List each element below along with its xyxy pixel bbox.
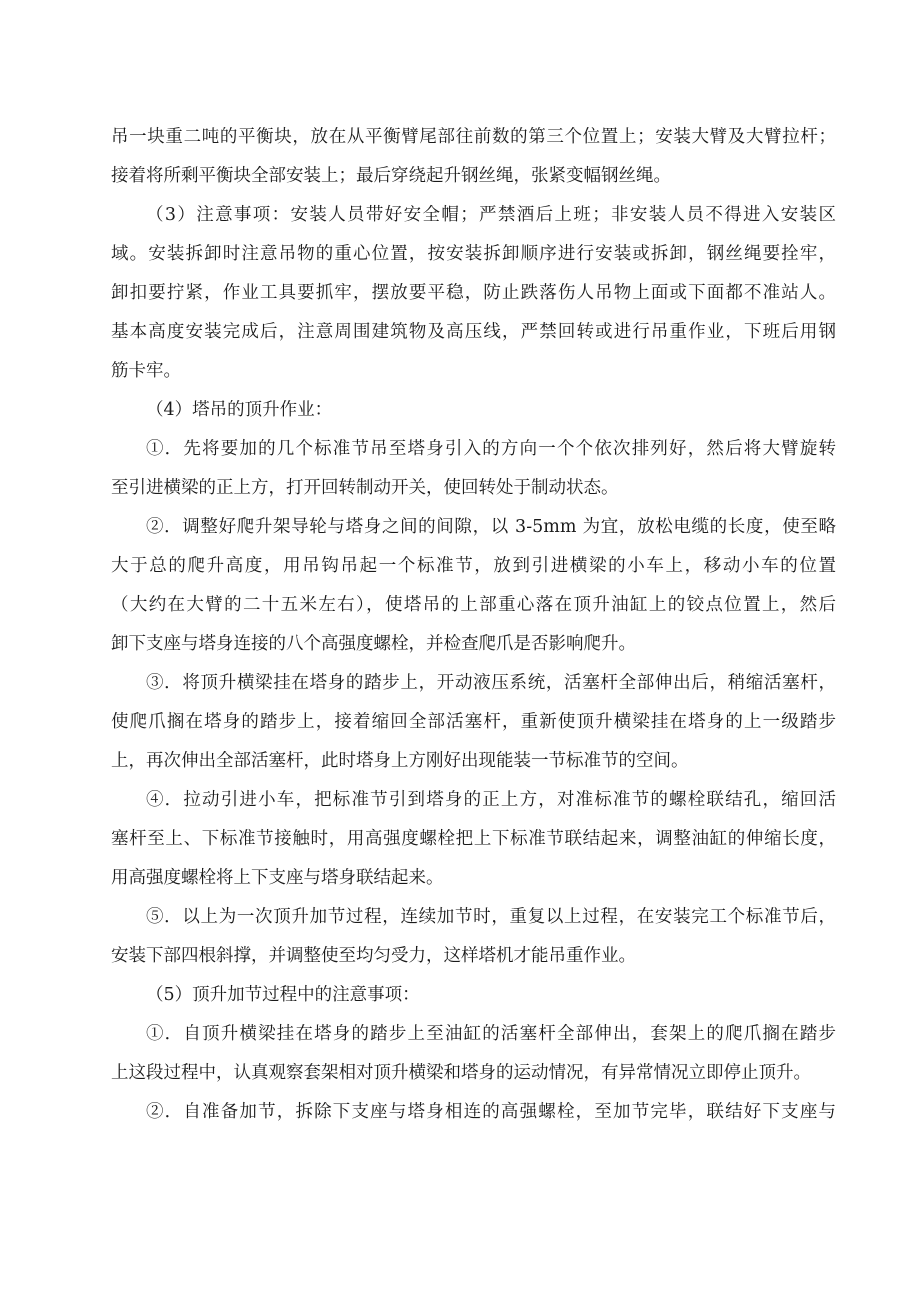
text-line: 基本高度安装完成后，注意周围建筑物及高压线，严禁回转或进行吊重作业，下班后用钢 <box>111 322 836 342</box>
text-line: 至引进横梁的正上方，打开回转制动开关，使回转处于制动状态。 <box>111 478 619 498</box>
text-line: 上，再次伸出全部活塞杆，此时塔身上方刚好出现能装一节标准节的空间。 <box>111 751 689 771</box>
text-line: ②．自准备加节，拆除下支座与塔身相连的高强螺栓，至加节完毕，联结好下支座与 <box>146 1102 836 1122</box>
section-heading: （4）塔吊的顶升作业： <box>146 400 333 420</box>
text-line: 卸下支座与塔身连接的八个高强度螺栓，并检查爬爪是否影响爬升。 <box>111 634 636 654</box>
text-line: 用高强度螺栓将上下支座与塔身联结起来。 <box>111 868 444 888</box>
paragraph-step-1 <box>111 430 836 508</box>
text-line: 接着将所剩平衡块全部安装上；最后穿绕起升钢丝绳，张紧变幅钢丝绳。 <box>111 166 671 186</box>
text-line: 筋卡牢。 <box>111 361 181 381</box>
text-line: 上这段过程中，认真观察套架相对顶升横梁和塔身的运动情况，有异常情况立即停止顶升。 <box>111 1063 811 1083</box>
text-line: 吊一块重二吨的平衡块，放在从平衡臂尾部往前数的第三个位置上；安装大臂及大臂拉杆； <box>111 127 836 147</box>
section-heading-jacking <box>111 391 836 430</box>
text-line: ⑤．以上为一次顶升加节过程，连续加节时，重复以上过程，在安装完工个标准节后， <box>146 907 836 927</box>
paragraph-precautions <box>111 196 836 391</box>
paragraph-precaution-1 <box>111 1015 836 1093</box>
text-line: ③．将顶升横梁挂在塔身的踏步上，开动液压系统，活塞杆全部伸出后，稍缩活塞杆， <box>146 673 836 693</box>
section-heading-jacking-precautions <box>111 976 836 1015</box>
paragraph-step-4 <box>111 781 836 898</box>
paragraph-step-2 <box>111 508 836 664</box>
paragraph-step-3 <box>111 664 836 781</box>
text-line: ④．拉动引进小车，把标准节引到塔身的正上方，对准标准节的螺栓联结孔，缩回活 <box>146 790 836 810</box>
paragraph-step-5 <box>111 898 836 976</box>
document-body <box>111 118 836 1132</box>
text-line: （大约在大臂的二十五米左右），使塔吊的上部重心落在顶升油缸上的铰点位置上，然后 <box>111 595 836 615</box>
paragraph-precaution-2 <box>111 1093 836 1132</box>
text-line: 塞杆至上、下标准节接触时，用高强度螺栓把上下标准节联结起来，调整油缸的伸缩长度， <box>111 829 836 849</box>
text-line: 使爬爪搁在塔身的踏步上，接着缩回全部活塞杆，重新使顶升横梁挂在塔身的上一级踏步 <box>111 712 836 732</box>
text-line: 域。安装拆卸时注意吊物的重心位置，按安装拆卸顺序进行安装或拆卸，钢丝绳要拴牢， <box>111 244 836 264</box>
text-line: 安装下部四根斜撑，并调整使至均匀受力，这样塔机才能吊重作业。 <box>111 946 636 966</box>
text-line: （3）注意事项：安装人员带好安全帽；严禁酒后上班；非安装人员不得进入安装区 <box>146 205 836 225</box>
text-line: ①．自顶升横梁挂在塔身的踏步上至油缸的活塞杆全部伸出，套架上的爬爪搁在踏步 <box>146 1024 836 1044</box>
text-line: 大于总的爬升高度，用吊钩吊起一个标准节，放到引进横梁的小车上，移动小车的位置 <box>111 556 836 576</box>
paragraph-continuation <box>111 118 836 196</box>
text-line: ①．先将要加的几个标准节吊至塔身引入的方向一个个依次排列好，然后将大臂旋转 <box>146 439 836 459</box>
section-heading: （5）顶升加节过程中的注意事项： <box>146 985 420 1005</box>
text-line: ②．调整好爬升架导轮与塔身之间的间隙，以 3-5mm 为宜，放松电缆的长度，使至略 <box>146 517 836 537</box>
text-line: 卸扣要拧紧，作业工具要抓牢，摆放要平稳，防止跌落伤人吊物上面或下面都不准站人。 <box>111 283 836 303</box>
